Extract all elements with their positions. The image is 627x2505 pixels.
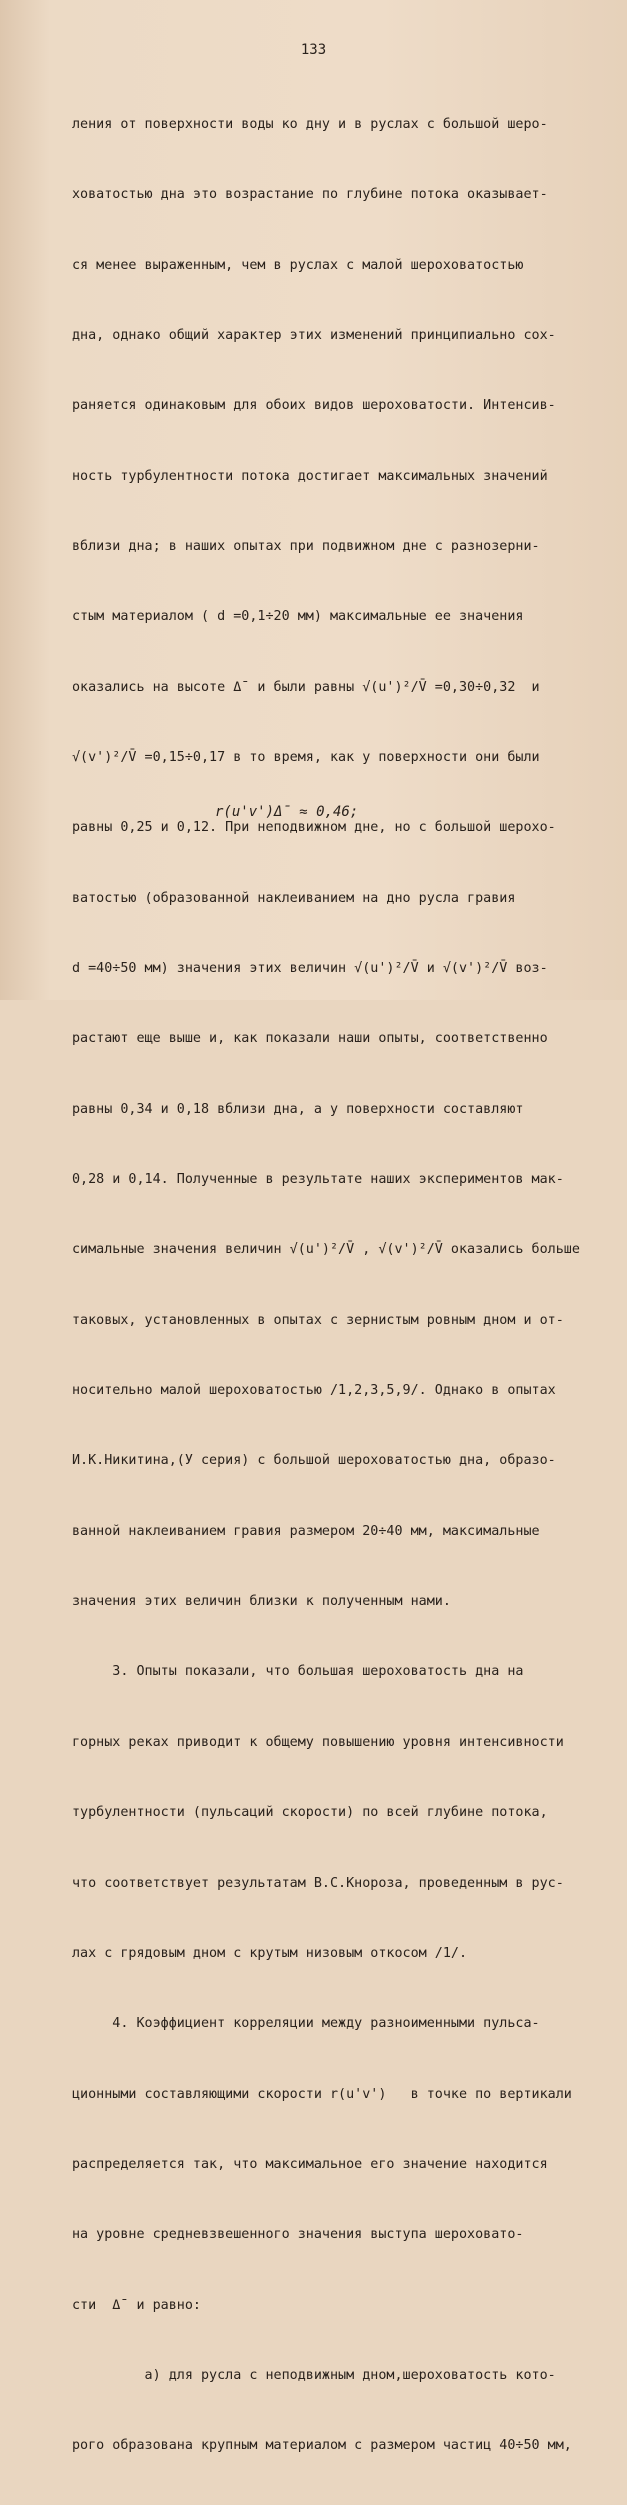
text-line: ватостью (образованной наклеиванием на дно русла гравия [72, 890, 516, 906]
text-line: дна, однако общий характер этих изменений принципиально сох- [72, 327, 556, 343]
text-line: ления от поверхности воды ко дну и в руслах с большой шеро- [72, 116, 548, 132]
text-line: на уровне средневзвешенного значения выступа шероховато- [72, 2227, 524, 2243]
text-line: ность турбулентности потока достигает максимальных значений [72, 468, 548, 484]
text-line: вблизи дна; в наших опытах при подвижном дне с разнозерни- [72, 538, 540, 554]
text-line: раняется одинаковым для обоих видов шероховатости. Интенсив- [72, 398, 556, 414]
text-line: равны 0,25 и 0,12. При неподвижном дне, но с большой шерохо- [72, 820, 556, 836]
text-line: И.К.Никитина,(У серия) с большой шероховатостью дна, образо- [72, 1453, 556, 1469]
text-line: 3. Опыты показали, что большая шероховатость дна на [72, 1664, 524, 1680]
text-line: распределяется так, что максимальное его значение находится [72, 2156, 548, 2172]
text-line: рого образована крупным материалом с размером частиц 40÷50 мм, [72, 2438, 572, 2454]
body-text [72, 66, 580, 2505]
text-line: равны 0,34 и 0,18 вблизи дна, а у поверхности составляют [72, 1101, 524, 1117]
text-line: 0,28 и 0,14. Полученные в результате наших экспериментов мак- [72, 1172, 564, 1188]
text-line: что соответствует результатам В.С.Кнороза, проведенным в рус- [72, 1875, 564, 1891]
text-line: d =40÷50 мм) значения этих величин √(u')²/V̄ и √(v')²/V̄ воз- [72, 961, 548, 977]
text-line: √(v')²/V̄ =0,15÷0,17 в то время, как у поверхности они были [72, 750, 540, 765]
text-line: горных реках приводит к общему повышению уровня интенсивности [72, 1734, 564, 1750]
text-line: значения этих величин близки к полученным нами. [72, 1594, 451, 1610]
text-line: ционными составляющими скорости r(u'v') в точке по вертикали [72, 2086, 572, 2102]
text-line: стым материалом ( d =0,1÷20 мм) максимальные ее значения [72, 609, 524, 625]
text-line: симальные значения величин √(u')²/V̄ , √(v')²/V̄ оказались больше [72, 1242, 580, 1258]
text-line: сти Δ̄ и равно: [72, 2297, 201, 2313]
text-line: турбулентности (пульсаций скорости) по всей глубине потока, [72, 1805, 548, 1821]
text-line: а) для русла с неподвижным дном,шероховатость кото- [72, 2367, 556, 2383]
text-line: растают еще выше и, как показали наши опыты, соответственно [72, 1031, 548, 1047]
correlation-formula: r(u'v')Δ̄ ≈ 0,46; [215, 804, 359, 820]
text-line: ховатостью дна это возрастание по глубине потока оказывает- [72, 187, 548, 203]
text-line: таковых, установленных в опытах с зернистым ровным дном и от- [72, 1312, 564, 1328]
text-line: лах с грядовым дном с крутым низовым откосом /1/. [72, 1945, 468, 1961]
text-line: ся менее выраженным, чем в руслах с малой шероховатостью [72, 257, 524, 273]
text-line: носительно малой шероховатостью /1,2,3,5,9/. Однако в опытах [72, 1383, 556, 1399]
text-line: ванной наклеиванием гравия размером 20÷40 мм, максимальные [72, 1523, 540, 1539]
page-number: 133 [300, 42, 327, 58]
text-line: 4. Коэффициент корреляции между разноименными пульса- [72, 2016, 540, 2032]
text-line: оказались на высоте Δ̄ и были равны √(u')²/V̄ =0,30÷0,32 и [72, 679, 540, 695]
